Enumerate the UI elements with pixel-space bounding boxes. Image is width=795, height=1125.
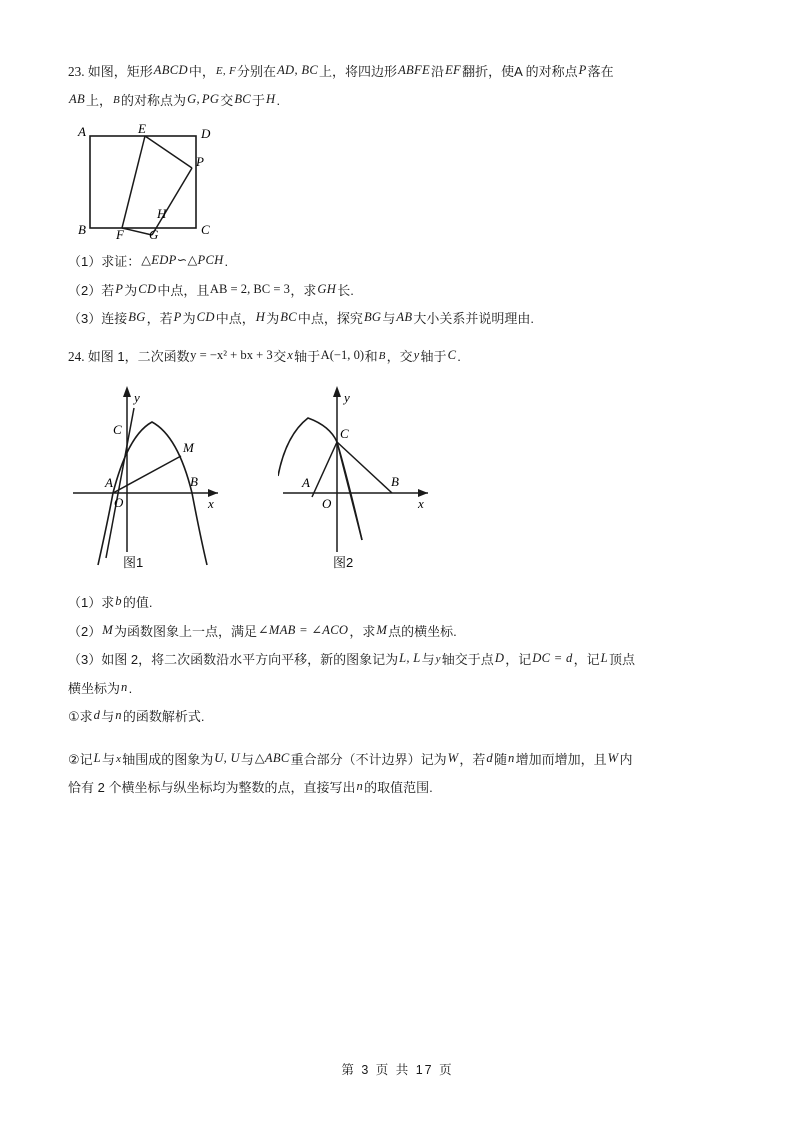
p24-sub3-math-l: L xyxy=(600,651,608,665)
p24-sub1-math-b: b xyxy=(115,594,122,608)
problem-23-stem xyxy=(68,58,758,85)
problem-24-item2-line2 xyxy=(68,774,758,801)
p24-item1-math-d: d xyxy=(93,708,101,722)
p23-sub3-text-h: 大小关系并说明理由. xyxy=(413,311,534,326)
parabola-figure-1 xyxy=(68,380,288,575)
problem-23-sub2 xyxy=(68,277,758,304)
p23-sub2-math-gh: GH xyxy=(317,281,337,296)
p24-item2-text-j: 恰有 2 个横坐标与纵坐标均为整数的点，直接写出 xyxy=(68,780,356,795)
p24-stem-text-g: . xyxy=(457,348,461,364)
figure-label-D: D xyxy=(201,126,211,141)
p24-sub3-math-d: D xyxy=(494,651,505,665)
p24-sub3-math-n: n xyxy=(121,679,128,694)
problem-24-number: 24. xyxy=(68,348,85,364)
p24-sub3-text-e: ，记 xyxy=(505,652,532,667)
p23-sub1-text-b: . xyxy=(224,254,229,269)
p24-sub2-math-m2: M xyxy=(376,622,388,637)
p24-sub2-math-m: M xyxy=(102,622,114,637)
p24-item2-text-h: 增加而增加，且 xyxy=(515,751,607,767)
figure-label-P: P xyxy=(196,154,204,169)
p23-stem2-text-b: 的对称点为 xyxy=(121,92,187,108)
p23-stem-text-e: 沿 xyxy=(431,64,445,79)
p23-sub2-number: （2） xyxy=(68,282,102,298)
p24-item2-text-b: 与 xyxy=(101,751,115,767)
fig1-label-M: M xyxy=(183,440,194,455)
p24-item2-marker: ② xyxy=(68,751,80,767)
fig1-label-B: B xyxy=(190,474,198,489)
fig2-label-B: B xyxy=(391,474,399,489)
p23-sub3-text-d: 中点， xyxy=(215,311,255,326)
p24-item1-math-n: n xyxy=(115,708,122,722)
p23-math-bc: BC xyxy=(234,91,252,106)
p23-sub3-text-b: ，若 xyxy=(146,311,173,326)
p24-item2-text-d: 与 xyxy=(240,751,254,767)
p23-sub3-math-p: P xyxy=(173,310,182,324)
p23-math-pg: PG xyxy=(201,91,220,106)
p23-stem2-text-d: 于 xyxy=(252,92,266,108)
p24-point-c: C xyxy=(447,347,457,362)
problem-24-item2 xyxy=(68,746,758,773)
p23-sub3-math-bg: BG xyxy=(128,310,146,324)
p24-item2-math-w: W xyxy=(447,750,459,765)
figure-1-caption: 图1 xyxy=(123,555,144,570)
page-content xyxy=(68,58,758,803)
p24-sub3-math-y: y xyxy=(435,653,441,665)
problem-24-stem xyxy=(68,343,758,370)
p24-math-y: y xyxy=(413,347,420,362)
p23-stem-text-g: 落在 xyxy=(587,64,614,79)
p24-item2-math-dvar: d xyxy=(486,750,494,765)
p24-function-expression: y = −x² + bx + 3 xyxy=(190,347,273,362)
p24-point-b: B xyxy=(378,349,386,362)
figure-label-A: A xyxy=(78,124,86,139)
p23-math-h: H xyxy=(266,91,276,106)
fig2-label-C: C xyxy=(340,426,349,441)
p24-sub3-text-a: 如图 2，将二次函数沿水平方向平移，新的图象记为 xyxy=(101,652,399,667)
p23-math-p: P xyxy=(578,63,587,77)
fig1-label-A: A xyxy=(105,475,113,490)
fig1-label-C: C xyxy=(113,422,122,437)
p24-sub3-math-ll: L, L xyxy=(399,651,421,665)
p24-sub1-number: （1） xyxy=(68,595,102,610)
p23-sub3-math-bg2: BG xyxy=(363,310,382,324)
p24-item1-text-a: 求 xyxy=(79,709,93,724)
p24-stem-text-b: 交 xyxy=(273,348,287,364)
p23-math-b: B xyxy=(113,93,121,106)
figure-label-C: C xyxy=(201,222,210,237)
p24-item2-text-k: 的取值范围. xyxy=(364,780,433,795)
p24-stem-text-c: 轴于 xyxy=(294,348,321,364)
p24-sub3-math-dc: DC = d xyxy=(532,651,573,665)
p23-sub3-text-a: 连接 xyxy=(101,311,128,326)
p23-stem-text-b: 中， xyxy=(188,64,215,79)
figure-2-caption: 图2 xyxy=(333,555,354,570)
p23-math-ef2: EF xyxy=(445,63,462,77)
rectangle-fold-diagram xyxy=(68,124,268,239)
p24-sub2-text-c: 点的横坐标. xyxy=(388,623,457,639)
p24-item2-text-g: 随 xyxy=(494,751,508,767)
p23-math-ab: AB xyxy=(69,91,85,106)
p24-sub3-text-c: 轴交于点 xyxy=(441,652,494,667)
p24-point-a: A(−1, 0) xyxy=(320,347,365,362)
problem-23-figure xyxy=(68,124,758,239)
figure-label-G: G xyxy=(149,227,159,239)
p23-sub2-math-cd: CD xyxy=(138,281,157,296)
figure-label-H: H xyxy=(157,206,167,221)
problem-24-sub3-line2 xyxy=(68,675,758,702)
figure-label-F: F xyxy=(116,227,124,239)
problem-23-sub3 xyxy=(68,305,758,332)
p24-item2-math-uu: U, U xyxy=(214,750,240,765)
p23-stem-text-a: 如图，矩形 xyxy=(87,64,153,79)
problem-24-sub3 xyxy=(68,646,758,673)
p23-sub2-math-p: P xyxy=(115,281,124,296)
fig2-label-A: A xyxy=(302,475,310,490)
problem-23-stem-line2 xyxy=(68,87,758,114)
p23-sub3-text-g: 与 xyxy=(382,311,396,326)
p23-sub3-math-h: H xyxy=(255,310,266,324)
p24-sub3-number: （3） xyxy=(68,652,102,667)
p24-sub2-text-b: ，求 xyxy=(349,623,376,639)
p24-item1-text-b: 与 xyxy=(101,709,115,724)
p24-item2-math-n2: n xyxy=(356,779,364,793)
figure-label-B: B xyxy=(78,222,86,237)
p24-item2-text-f: ，若 xyxy=(459,751,486,767)
parabola-figure-2 xyxy=(278,380,498,575)
problem-23-number: 23. xyxy=(68,64,85,79)
p23-sub2-equation: AB = 2, BC = 3 xyxy=(209,281,290,296)
p23-sub3-math-ab: AB xyxy=(396,310,413,324)
p24-sub3-text-h: 横坐标为 xyxy=(68,680,121,696)
p23-sub1-number: （1） xyxy=(68,254,102,269)
problem-24-sub1 xyxy=(68,589,758,616)
p24-item2-text-e: 重合部分（不计边界）记为 xyxy=(290,751,447,767)
p23-stem2-text-c: 交 xyxy=(220,92,234,108)
p23-sub3-text-c: 为 xyxy=(182,311,196,326)
p24-sub2-number: （2） xyxy=(68,623,102,639)
p24-item2-math-abc: △ABC xyxy=(254,750,290,765)
p24-item2-math-l: L xyxy=(93,750,101,765)
p23-sub1-text-a: 求证： xyxy=(101,254,141,269)
p23-math-g: G, xyxy=(187,91,200,106)
p24-sub3-text-b: 与 xyxy=(421,652,435,667)
p24-sub3-text-g: 顶点 xyxy=(608,652,635,667)
p23-sub3-number: （3） xyxy=(68,311,102,326)
p24-stem-text-a: 如图 1，二次函数 xyxy=(87,348,190,364)
p23-math-abfe: ABFE xyxy=(398,63,431,77)
p24-stem-text-d: 和 xyxy=(364,348,378,364)
p23-stem-text-d: 上，将四边形 xyxy=(319,64,398,79)
p24-sub3-text-f: ，记 xyxy=(573,652,600,667)
figure-label-E: E xyxy=(138,124,146,136)
p23-math-adbc: AD, BC xyxy=(277,63,319,77)
fig2-label-O: O xyxy=(322,496,332,511)
p23-sub2-text-c: 中点，且 xyxy=(157,282,210,298)
p23-stem2-text-e: . xyxy=(276,92,281,108)
page-footer: 第 3 页 共 17 页 xyxy=(341,1063,454,1077)
p24-sub2-angle-equation: ∠MAB = ∠ACO xyxy=(258,622,349,637)
p24-item2-math-w2: W xyxy=(607,750,619,765)
problem-24-sub2 xyxy=(68,618,758,645)
p24-item2-text-i: 内 xyxy=(619,751,633,767)
p24-item2-text-a: 记 xyxy=(79,751,93,767)
problem-24-figures xyxy=(68,380,758,575)
fig1-label-O: O xyxy=(114,495,124,510)
p23-sub3-math-cd: CD xyxy=(196,310,215,324)
p24-sub1-text-a: 求 xyxy=(101,595,115,610)
fig2-label-y-axis: y xyxy=(344,390,350,405)
problem-24-item1 xyxy=(68,703,758,730)
p24-item2-text-c: 轴围成的图象为 xyxy=(122,751,214,767)
fig1-label-x-axis: x xyxy=(208,496,214,511)
p24-sub3-text-i: . xyxy=(128,680,133,696)
p24-item1-marker: ① xyxy=(68,709,80,724)
p23-sub2-text-a: 若 xyxy=(101,282,115,298)
fig2-label-x-axis: x xyxy=(418,496,424,511)
p23-sub3-math-bc: BC xyxy=(280,310,297,324)
p23-sub3-text-f: 中点，探究 xyxy=(297,311,363,326)
p24-stem-text-f: 轴于 xyxy=(420,348,447,364)
p23-sub2-text-d: ，求 xyxy=(290,282,317,298)
p24-item2-math-x: x xyxy=(116,752,122,765)
p24-stem-text-e: ，交 xyxy=(386,348,413,364)
p24-sub2-text-a: 为函数图象上一点，满足 xyxy=(114,623,258,639)
p23-math-abcd: ABCD xyxy=(153,63,188,77)
p24-item2-math-n: n xyxy=(508,750,515,765)
p24-item1-text-c: 的函数解析式. xyxy=(122,709,205,724)
p23-sub2-text-b: 为 xyxy=(124,282,138,298)
problem-23-sub1 xyxy=(68,248,758,275)
p23-stem-text-f: 翻折，使A 的对称点 xyxy=(462,64,578,79)
p24-sub1-text-c: 的值. xyxy=(122,595,153,610)
p23-sub1-math: △EDP∽△PCH xyxy=(141,253,224,267)
p23-stem-text-c: 分别在 xyxy=(237,64,277,79)
p23-stem2-text-a: 上， xyxy=(86,92,113,108)
fig1-label-y-axis: y xyxy=(134,390,140,405)
p23-math-ef: E, F xyxy=(215,65,237,77)
p23-sub2-text-e: 长. xyxy=(337,282,354,298)
p24-math-x: x xyxy=(287,347,294,362)
p23-sub3-text-e: 为 xyxy=(266,311,280,326)
